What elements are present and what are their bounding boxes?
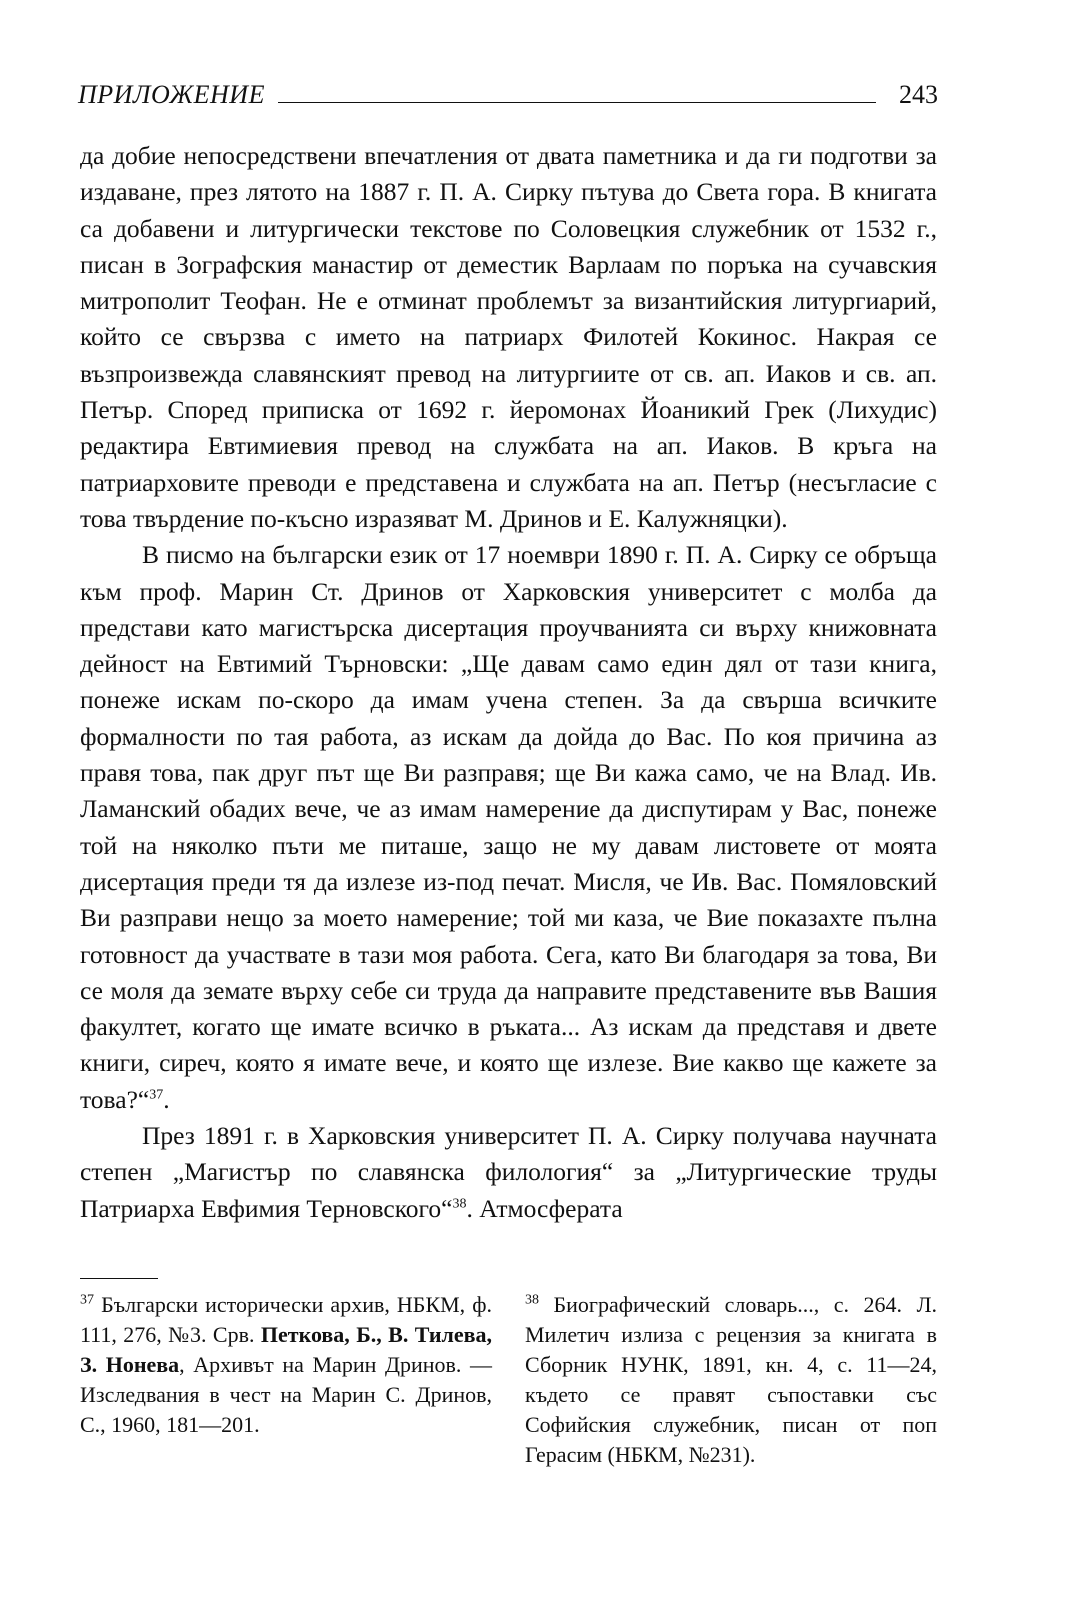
footnote-ref-37: 37 <box>149 1087 164 1103</box>
section-title: ПРИЛОЖЕНИЕ <box>78 80 265 109</box>
paragraph-3-text: През 1891 г. в Харковския университет П. А. Сирку получава научната степен „Магистър по славянска филология“ за „Литургические труды Патриарха Евфимия Терновского“ <box>80 1121 937 1223</box>
running-head <box>78 80 938 120</box>
footnote-ref-38: 38 <box>452 1196 467 1212</box>
footnote-38 <box>525 1290 937 1470</box>
footnote-37 <box>80 1290 492 1470</box>
footnote-38-text: Биографический словарь..., с. 264. Л. Милетич излиза с рецензия за книгата в Сборник НУНК, 1891, кн. 4, с. 11—24, където се правят съпоставки със Софийския служебник, писан от поп Герасим (НБКМ, №231). <box>525 1292 937 1467</box>
page-number: 243 <box>899 80 938 109</box>
paragraph-2 <box>80 537 937 1118</box>
paragraph-2-end: . <box>163 1084 170 1114</box>
footnote-37-number: 37 <box>80 1292 94 1308</box>
paragraph-3-tail: . Атмосферата <box>466 1193 623 1223</box>
main-text <box>80 138 937 1227</box>
footnote-37-text-a: Български исторически архив, НБКМ, ф. 111, 276, №3. Срв. <box>80 1292 492 1347</box>
footnotes <box>80 1290 937 1470</box>
footnote-separator <box>80 1278 158 1279</box>
footnote-37-authors: Петкова, Б., В. Тилева, З. Нонева <box>80 1322 493 1377</box>
paragraph-3 <box>80 1118 937 1227</box>
footnote-38-number: 38 <box>525 1292 539 1308</box>
paragraph-1: да добие непосредствени впечатления от двата паметника и да ги подготви за издаване, през лятото на 1887 г. П. А. Сирку пътува до Света гора. В книгата са добавени и литургически текстове по Соловецкия служебник от 1532 г., писан в Зографския манастир от деместик Варлаам по поръка на сучавския митрополит Теофан. Не е отминат проблемът за византийския литургиарий, който се свързва с името на патриарх Филотей Кокинос. Накрая се възпроизвежда славянският превод на литургиите от св. ап. Иаков и св. ап. Петър. Според приписка от 1692 г. йеромонах Йоаникий Грек (Лихудис) редактира Евтимиевия превод на службата на ап. Иаков. В кръга на патриарховите преводи е представена и службата на ап. Петър (несъгласие с това твърдение по-късно изразяват М. Дринов и Е. Калужняцки). <box>80 141 937 533</box>
header-rule <box>278 102 876 103</box>
paragraph-2-text: В писмо на български език от 17 ноември 1890 г. П. А. Сирку се обръща към проф. Марин Ст. Дринов от Харковския университет с молба да представи като магистърска дисертация проучванията си върху книжовната дейност на Евтимий Търновски: „Ще давам само един дял от тази книга, понеже искам по-скоро да имам учена степен. За да свърша всичките формалности по тая работа, аз искам да дойда до Вас. По коя причина аз правя това, пак друг път ще Ви разправя; ще Ви кажа само, че на Влад. Ив. Ламанский обадих вече, че аз имам намерение да диспутирам у Вас, понеже той на няколко пъти ме питаше, защо не му давам листовете от моята дисертация преди тя да излезе из-под печат. Мисля, че Ив. Вас. Помяловский Ви разправи нещо за моето намерение; той ми каза, че Вие показахте пълна готовност да участвате в тази моя работа. Сега, като Ви благодаря за това, Ви се моля да земате върху себе си труда да направите представените във Вашия факултет, когато ще имате всичко в ръката... Аз искам да представя и двете книги, сиреч, която я имате вече, и която ще излезе. Вие какво ще кажете за това?“ <box>80 540 937 1114</box>
footnote-37-text-b: , Архивът на Марин Дринов. — Изследвания в чест на Марин С. Дринов, С., 1960, 181—201. <box>80 1352 493 1437</box>
